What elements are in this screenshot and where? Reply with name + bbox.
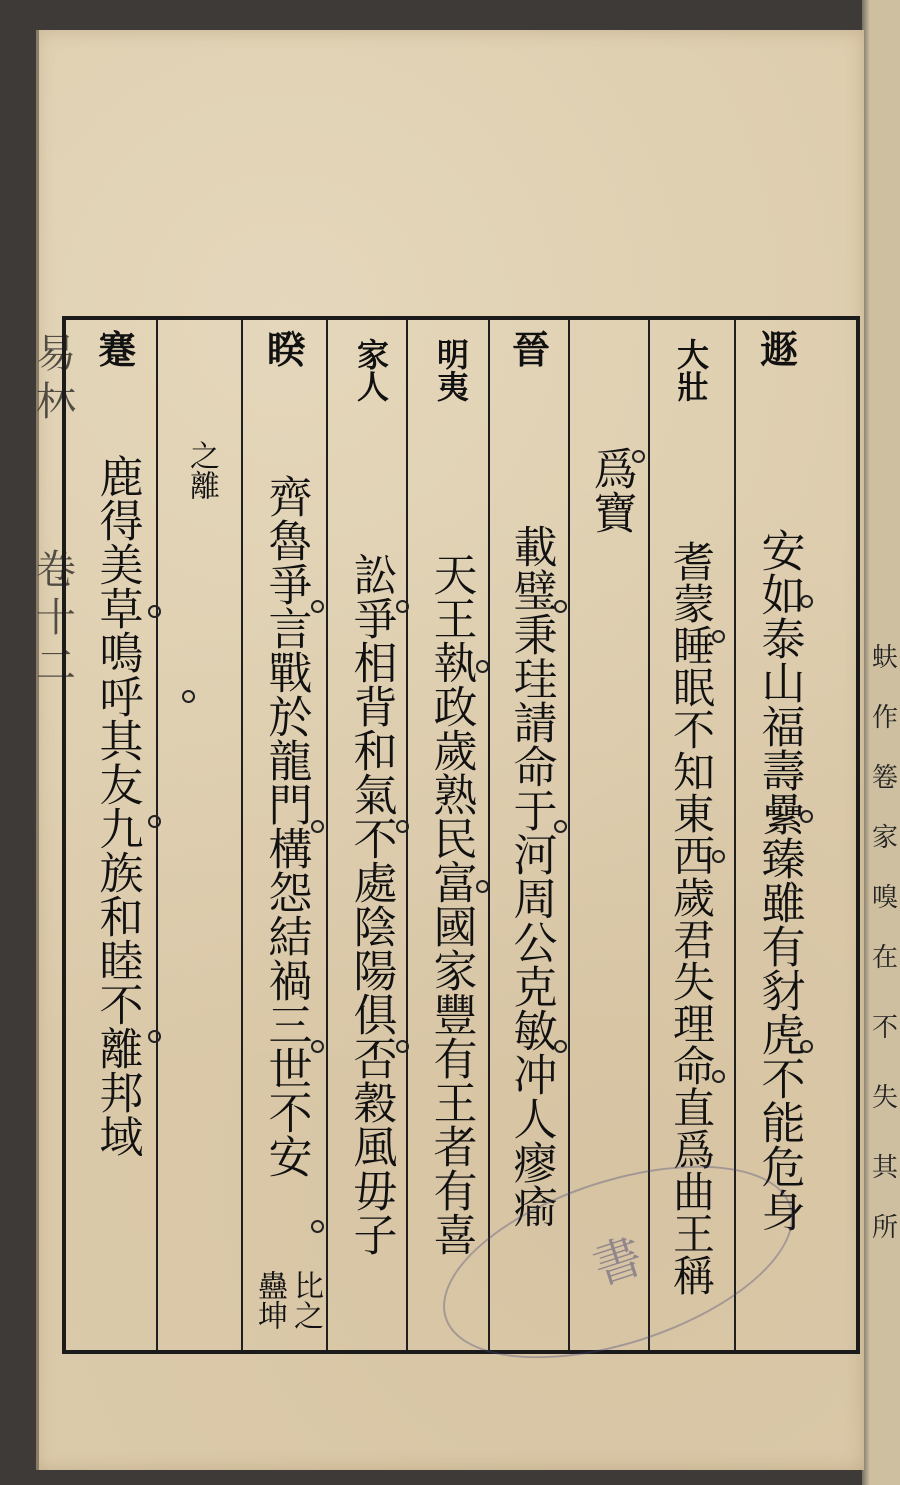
- spine-line: [36, 30, 39, 1470]
- punctuation-circle: [148, 815, 161, 828]
- punctuation-circle: [712, 630, 725, 643]
- right-page-char: 家: [872, 823, 899, 853]
- verse-text: 鹿得美草鳴呼其友九族和睦不離邦域: [91, 454, 143, 1158]
- verse-text: 載璧秉珪請命于河周公克敏冲人瘳瘉: [505, 524, 557, 1228]
- punctuation-circle: [396, 600, 409, 613]
- verse-text: 耆蒙睡眠不知東西歲君失理命直爲曲王稱: [667, 540, 716, 1296]
- punctuation-circle: [476, 660, 489, 673]
- column-rule: [488, 320, 490, 1350]
- hexagram-heading: 大壯: [672, 338, 710, 402]
- margin-title: [36, 330, 76, 690]
- punctuation-circle: [476, 880, 489, 893]
- punctuation-circle: [712, 850, 725, 863]
- right-page-char: 在: [872, 943, 899, 973]
- punctuation-circle: [800, 1040, 813, 1053]
- right-page-char: 蚨: [872, 643, 899, 673]
- hexagram-heading: 遯: [759, 327, 798, 372]
- column-rule: [326, 320, 328, 1350]
- hexagram-heading: 睽: [266, 327, 305, 372]
- margin-char: 二: [36, 643, 76, 689]
- margin-char: 十: [36, 595, 76, 641]
- hexagram-heading: 蹇: [97, 327, 136, 372]
- book-page: [36, 30, 864, 1470]
- column-rule: [156, 320, 158, 1350]
- hexagram-column-mingyi: [416, 330, 486, 1384]
- right-page-char: 作: [872, 703, 899, 733]
- right-page-char: 其: [872, 1153, 899, 1183]
- punctuation-circle: [554, 600, 567, 613]
- punctuation-circle: [712, 1070, 725, 1083]
- margin-char: 林: [36, 379, 76, 425]
- column-rule: [241, 320, 243, 1350]
- margin-char: 卷: [36, 547, 76, 593]
- punctuation-circle: [554, 820, 567, 833]
- punctuation-circle: [800, 810, 813, 823]
- seal-char: 書: [586, 1227, 650, 1297]
- verse-text: 安如泰山福壽纍臻雖有豺虎不能危身: [753, 528, 805, 1232]
- right-page-char: 不: [872, 1013, 899, 1043]
- note-column: [166, 430, 236, 510]
- hexagram-heading: 家人: [352, 338, 390, 402]
- punctuation-circle: [311, 600, 324, 613]
- commentary-note: 之離: [184, 440, 219, 500]
- right-page-char: 箞: [872, 763, 899, 793]
- hexagram-heading: 明夷: [432, 338, 470, 402]
- punctuation-circle: [148, 1030, 161, 1043]
- hexagram-column-kui: [251, 327, 323, 1340]
- verse-text: 訟爭相背和氣不處陰陽俱否穀風毋子: [345, 552, 397, 1256]
- verse-text: 天王執政歲熟民富國家豐有王者有喜: [425, 552, 477, 1256]
- right-page-edge: [862, 0, 900, 1485]
- hexagram-column-jian: [82, 327, 152, 1216]
- verse-text: 爲寶: [585, 446, 637, 534]
- hexagram-column-jiaren: [336, 330, 406, 1384]
- column-rule: [406, 320, 408, 1350]
- hexagram-heading: 晉: [511, 327, 550, 372]
- margin-char: 易: [36, 331, 76, 377]
- commentary-note: 比之蠱坤: [252, 1270, 323, 1330]
- punctuation-circle: [632, 450, 645, 463]
- right-page-char: 所: [872, 1213, 899, 1243]
- punctuation-circle: [554, 1040, 567, 1053]
- verse-text: 齊魯爭言戰於龍門構怨結禍三世不安: [260, 474, 312, 1178]
- continuation-column: [576, 420, 646, 560]
- punctuation-circle: [182, 690, 195, 703]
- punctuation-circle: [396, 820, 409, 833]
- right-page-char: 失: [872, 1083, 899, 1113]
- punctuation-circle: [311, 820, 324, 833]
- punctuation-circle: [800, 595, 813, 608]
- punctuation-circle: [311, 1040, 324, 1053]
- right-page-char: 嗅: [872, 883, 899, 913]
- punctuation-circle: [311, 1220, 324, 1233]
- punctuation-circle: [396, 1040, 409, 1053]
- punctuation-circle: [148, 605, 161, 618]
